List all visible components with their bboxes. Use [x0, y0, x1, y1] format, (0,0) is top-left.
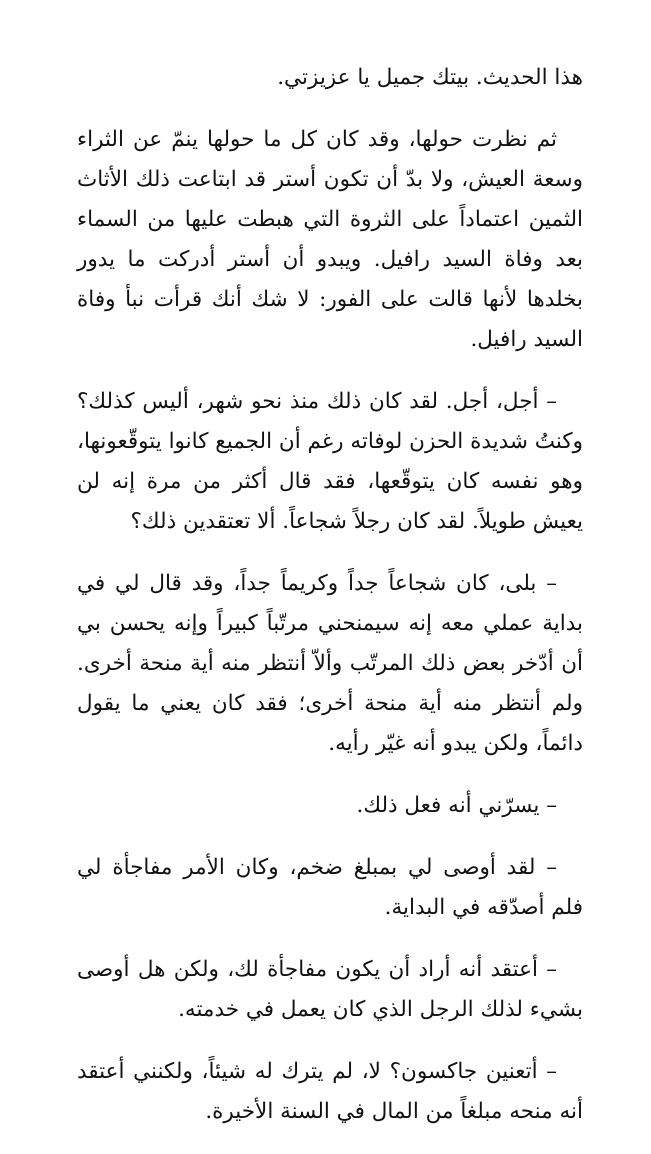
- paragraph-1: هذا الحديث. بيتك جميل يا عزيزتي.: [277, 65, 583, 90]
- paragraph-4: – بلى، كان شجاعاً جداً وكريماً جداً، وقد قال لي في بداية عملي معه إنه سيمنحني مرتّباً كبيراً وإنه يحسن بي أن أدّخر بعض ذلك المرتّب وألاّ أنتظر منه أية منحة أخرى. ولم أنتظر منه أية منحة أخرى؛ فقد كان يعني ما يقول دائماً، ولكن يبدو أنه غيّر رأيه.: [77, 571, 583, 756]
- paragraph-7: – أعتقد أنه أراد أن يكون مفاجأة لك، ولكن هل أوصى بشيء لذلك الرجل الذي كان يعمل في خدمته.: [77, 957, 583, 1022]
- paragraph-5: – يسرّني أنه فعل ذلك.: [356, 793, 557, 818]
- paragraph-8: – أتعنين جاكسون؟ لا، لم يترك له شيئاً، ولكنني أعتقد أنه منحه مبلغاً من المال في السنة الأخيرة.: [77, 1059, 583, 1124]
- book-page: [77, 58, 583, 1154]
- paragraph-2: ثم نظرت حولها، وقد كان كل ما حولها ينمّ عن الثراء وسعة العيش، ولا بدّ أن تكون أستر قد ابتاعت ذلك الأثاث الثمين اعتماداً على الثروة التي هبطت عليها من السماء بعد وفاة السيد رافيل. ويبدو أن أستر أدركت ما يدور بخلدها لأنها قالت على الفور: لا شك أنك قرأت نبأ وفاة السيد رافيل.: [77, 127, 583, 352]
- paragraph-6: – لقد أوصى لي بمبلغ ضخم، وكان الأمر مفاجأة لي فلم أصدّقه في البداية.: [77, 855, 583, 920]
- paragraph-3: – أجل، أجل. لقد كان ذلك منذ نحو شهر، أليس كذلك؟ وكنتُ شديدة الحزن لوفاته رغم أن الجميع كانوا يتوقّعونها، وهو نفسه كان يتوقّعها، فقد قال أكثر من مرة إنه لن يعيش طويلاً. لقد كان رجلاً شجاعاً. ألا تعتقدين ذلك؟: [77, 389, 583, 534]
